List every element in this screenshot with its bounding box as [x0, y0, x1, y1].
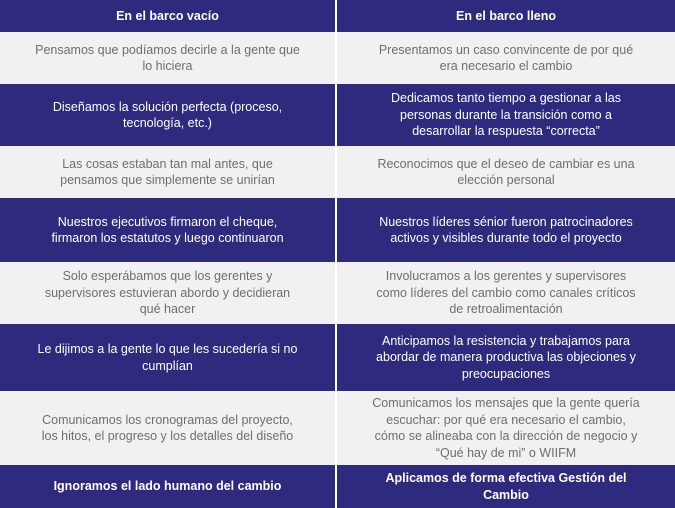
right-cell: Comunicamos los mensajes que la gente quería escuchar: por qué era necesario el cambio, cómo se alineaba con la dirección de negocio y “Qué hay de mi” o WIIFM	[337, 391, 675, 465]
right-cell: Nuestros líderes sénior fueron patrocinadores activos y visibles durante todo el proyecto	[337, 198, 675, 262]
right-footer-summary: Aplicamos de forma efectiva Gestión del Cambio	[337, 465, 675, 508]
left-cell: Las cosas estaban tan mal antes, que pensamos que simplemente se unirían	[0, 146, 337, 198]
left-cell: Pensamos que podíamos decirle a la gente que lo hiciera	[0, 32, 337, 84]
left-cell: Nuestros ejecutivos firmaron el cheque, firmaron los estatutos y luego continuaron	[0, 198, 337, 262]
left-footer-summary: Ignoramos el lado humano del cambio	[0, 465, 337, 508]
right-cell: Involucramos a los gerentes y supervisores como líderes del cambio como canales críticos de retroalimentación	[337, 262, 675, 324]
left-cell: Diseñamos la solución perfecta (proceso, tecnología, etc.)	[0, 84, 337, 146]
right-cell: Anticipamos la resistencia y trabajamos para abordar de manera productiva las objeciones y preocupaciones	[337, 324, 675, 391]
right-cell: Dedicamos tanto tiempo a gestionar a las personas durante la transición como a desarrollar la respuesta “correcta”	[337, 84, 675, 146]
right-cell: Reconocimos que el deseo de cambiar es una elección personal	[337, 146, 675, 198]
left-cell: Le dijimos a la gente lo que les sucedería si no cumplían	[0, 324, 337, 391]
left-column-title: En el barco vacío	[0, 0, 337, 32]
right-column-title: En el barco lleno	[337, 0, 675, 32]
left-cell: Comunicamos los cronogramas del proyecto, los hitos, el progreso y los detalles del diseño	[0, 391, 337, 465]
left-cell: Solo esperábamos que los gerentes y supervisores estuvieran abordo y decidieran qué hacer	[0, 262, 337, 324]
right-cell: Presentamos un caso convincente de por qué era necesario el cambio	[337, 32, 675, 84]
